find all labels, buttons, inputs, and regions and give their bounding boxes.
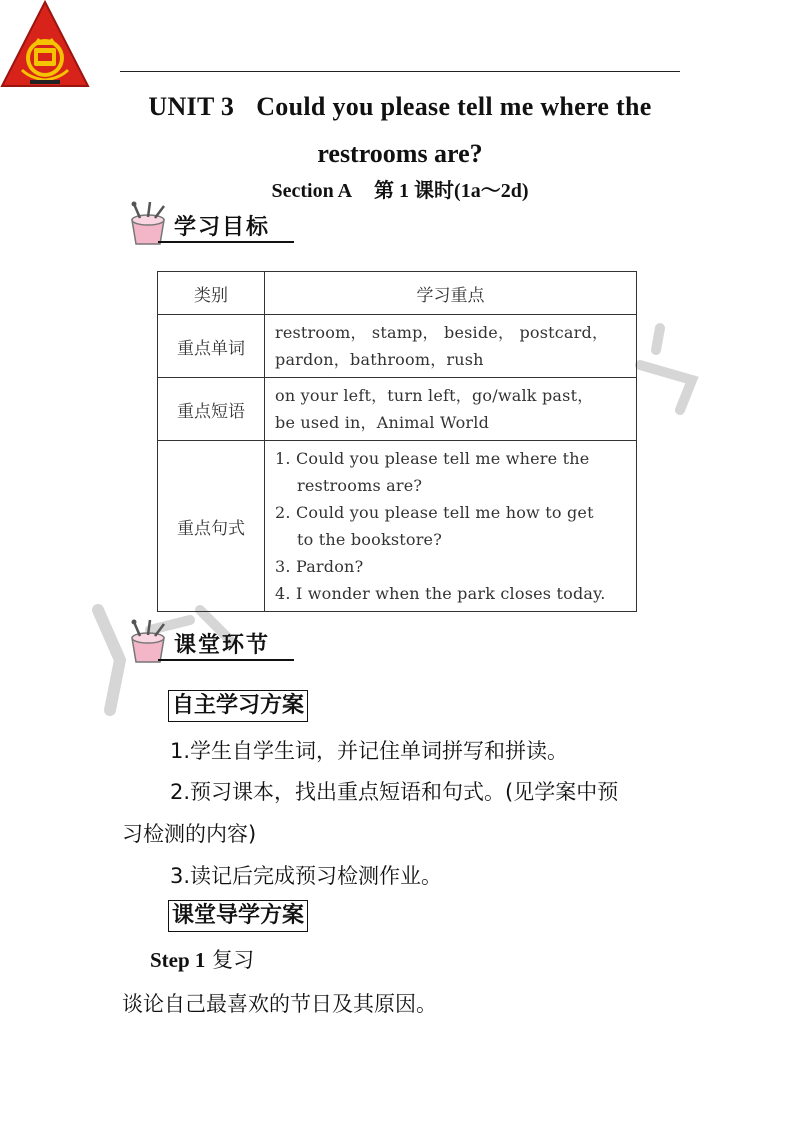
- objectives-heading: [118, 200, 298, 250]
- guided-title: 课堂导学方案: [168, 900, 308, 932]
- unit-number: UNIT 3: [148, 92, 235, 121]
- col-focus-header: 学习重点: [265, 272, 637, 315]
- step-heading: [150, 944, 254, 974]
- classroom-heading: [118, 618, 298, 668]
- content-line: be used in，Animal World: [275, 413, 490, 432]
- row-category: 重点短语: [158, 378, 265, 441]
- sentence-item: 1. Could you please tell me where the: [275, 449, 590, 468]
- sentence-item-cont: to the bookstore?: [297, 530, 443, 549]
- section-label: Section A: [271, 180, 353, 202]
- table-row: [158, 378, 637, 441]
- self-study-title: 自主学习方案: [168, 690, 308, 722]
- unit-question-line1: Could you please tell me where the: [256, 92, 652, 121]
- self-study-item: 1.学生自学生词，并记住单词拼写和拼读。: [170, 739, 569, 763]
- self-study-item: 2.预习课本，找出重点短语和句式。(见学案中预: [170, 780, 619, 804]
- unit-title: [0, 92, 800, 122]
- sentence-item-cont: restrooms are?: [297, 476, 423, 495]
- col-category-header: 类别: [158, 272, 265, 315]
- row-content: [265, 378, 637, 441]
- classroom-heading-label: 课堂环节: [174, 633, 271, 658]
- table-header-row: [158, 272, 637, 315]
- objectives-table: [157, 271, 637, 612]
- sentence-item: 2. Could you please tell me how to get: [275, 503, 594, 522]
- step-title: 复习: [212, 948, 255, 972]
- lesson-label: 第 1 课时(1a～2d): [374, 180, 529, 202]
- unit-question-line2: restrooms are?: [317, 139, 483, 168]
- school-crest-icon: [0, 0, 90, 88]
- row-content: [265, 315, 637, 378]
- step-text: 谈论自己最喜欢的节日及其原因。: [122, 992, 437, 1016]
- header-rule: [120, 71, 680, 72]
- self-study-item-cont: 习检测的内容): [122, 822, 257, 846]
- objectives-heading-label: 学习目标: [174, 215, 271, 240]
- table-row: [158, 315, 637, 378]
- content-line: pardon，bathroom，rush: [275, 350, 484, 369]
- content-line: on your left，turn left，go/walk past，: [275, 386, 594, 405]
- row-category: 重点句式: [158, 441, 265, 612]
- self-study-item: 3.读记后完成预习检测作业。: [170, 864, 443, 888]
- section-title: [0, 174, 800, 203]
- row-content: [265, 441, 637, 612]
- sentence-item: 3. Pardon?: [275, 557, 364, 576]
- sentence-item: 4. I wonder when the park closes today.: [275, 584, 606, 603]
- step-label: Step 1: [150, 948, 206, 972]
- content-line: restroom， stamp， beside， postcard，: [275, 323, 609, 342]
- row-category: 重点单词: [158, 315, 265, 378]
- table-row: [158, 441, 637, 612]
